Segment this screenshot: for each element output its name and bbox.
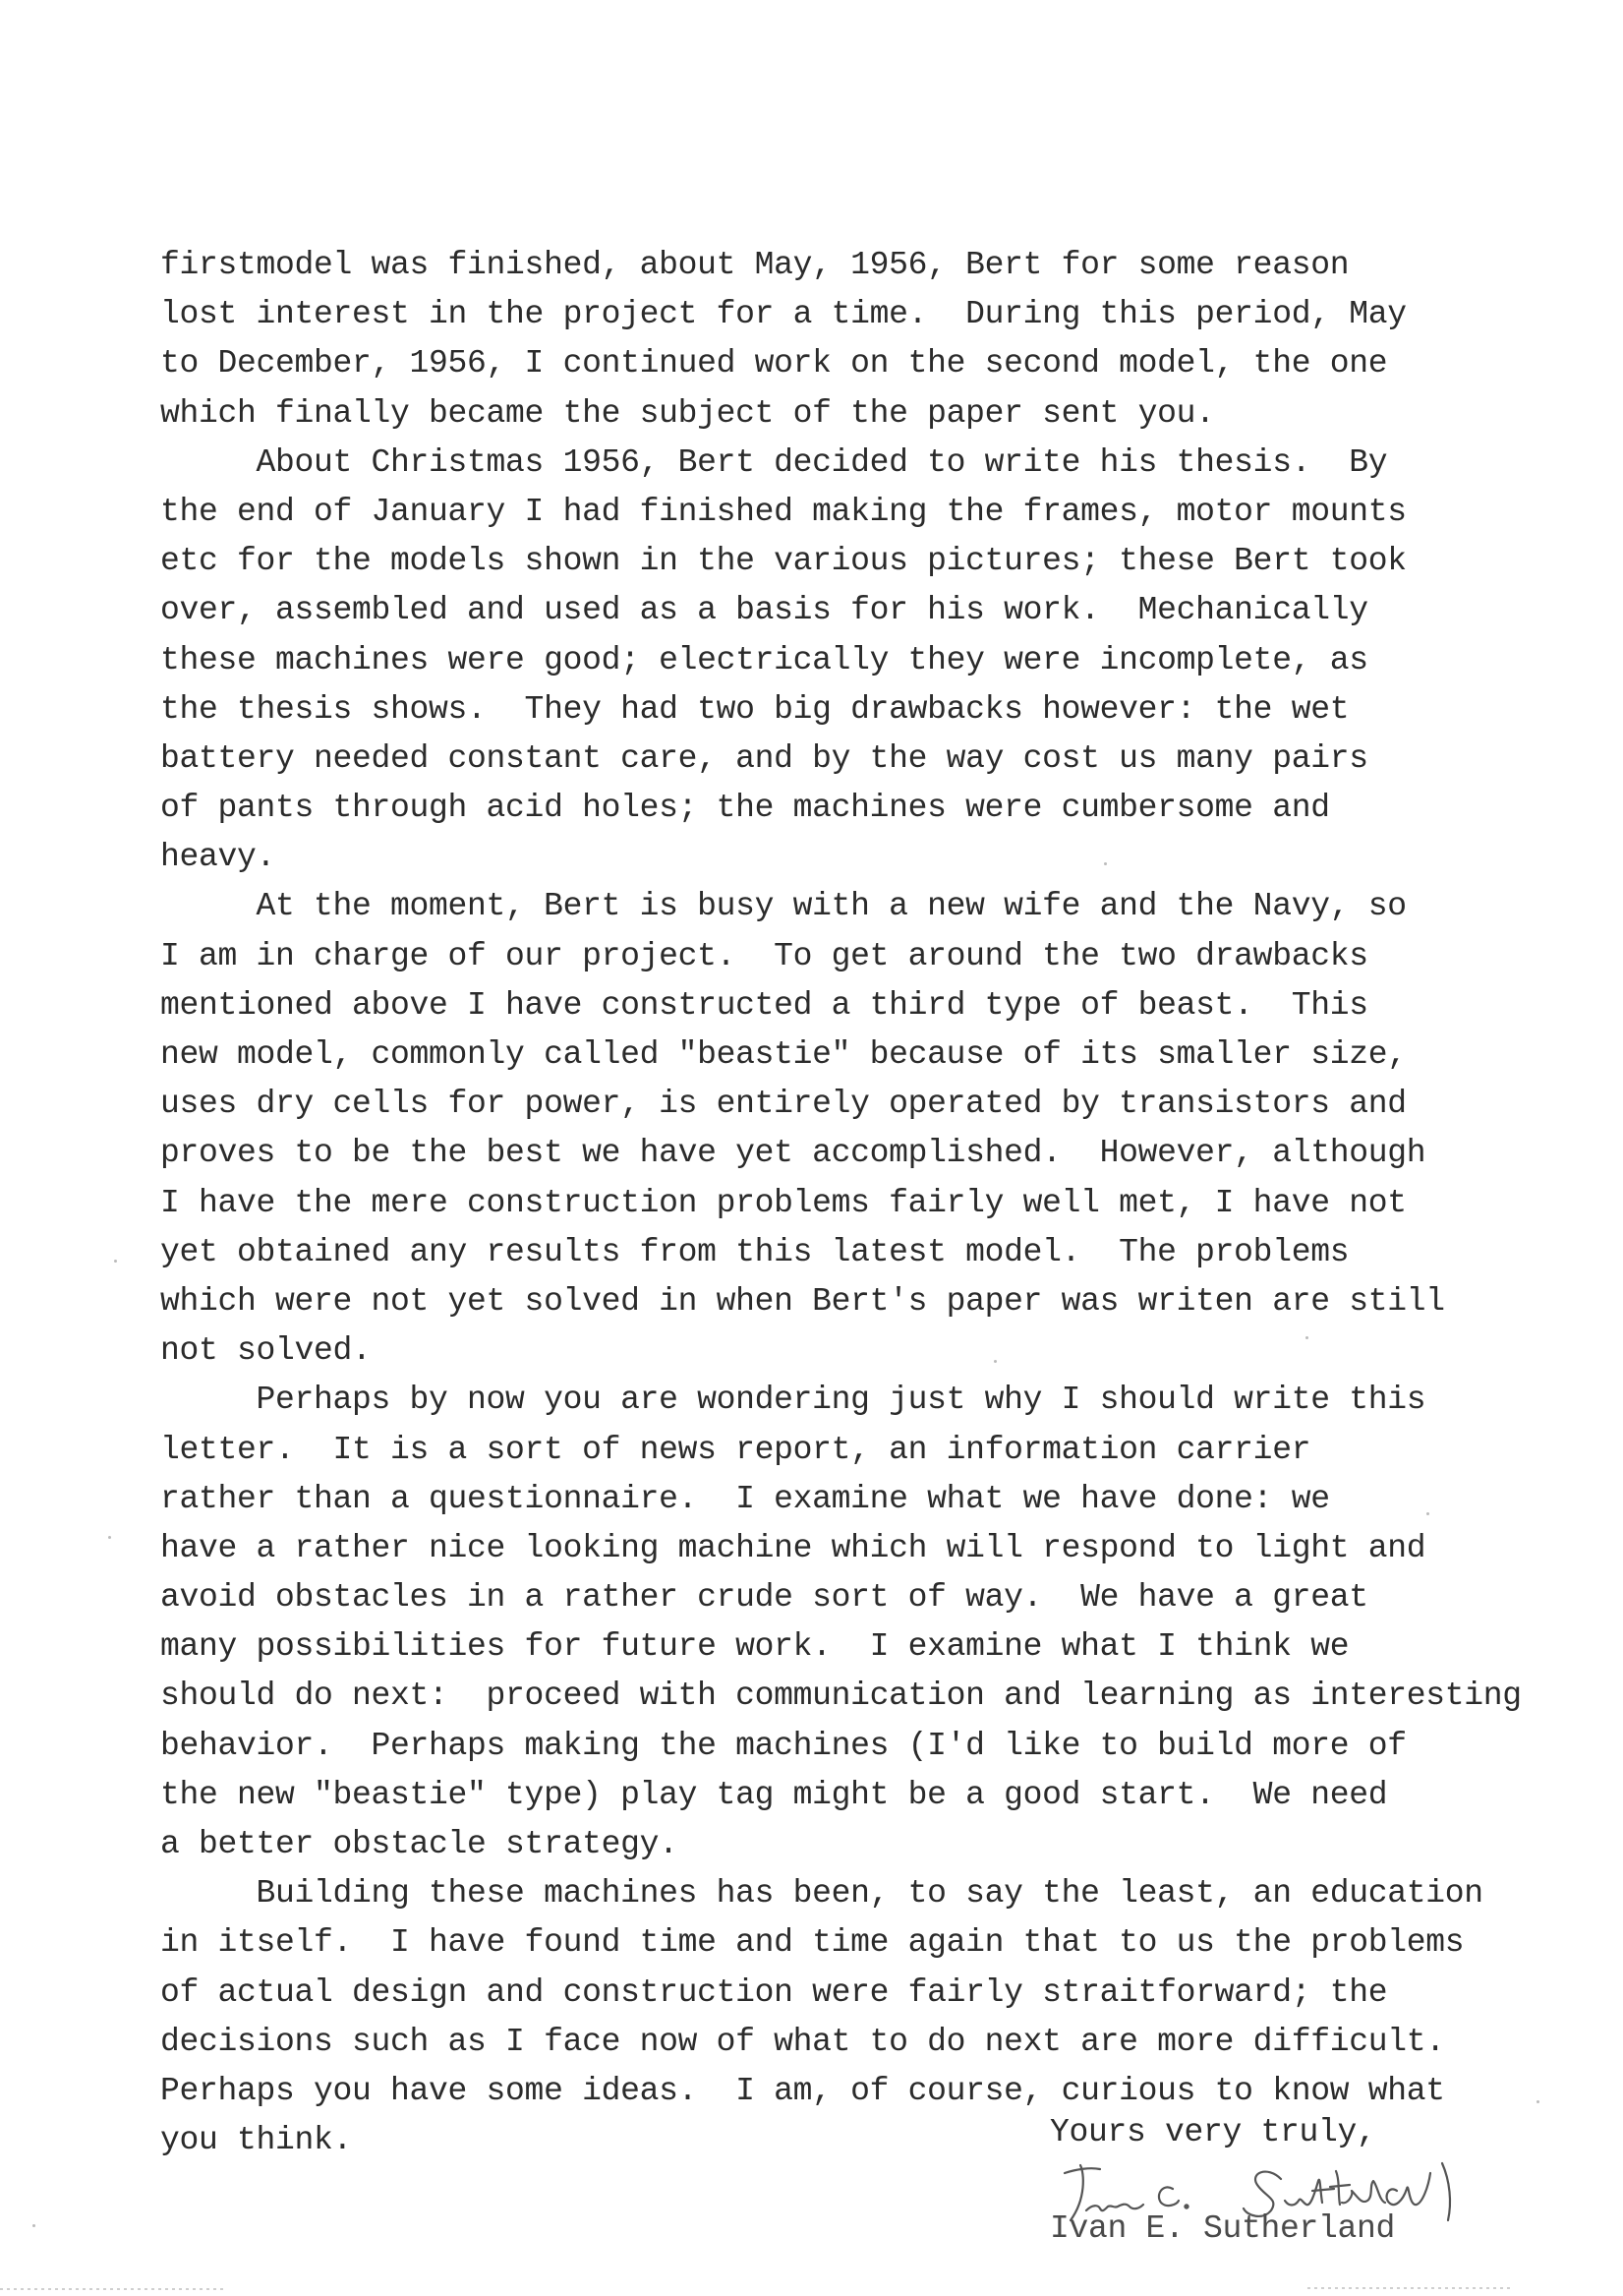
letter-line: etc for the models shown in the various pictures; these Bert took bbox=[160, 543, 1407, 580]
letter-line: have a rather nice looking machine which will respond to light and bbox=[160, 1529, 1426, 1566]
letter-line: the thesis shows. They had two big drawbacks however: the wet bbox=[160, 690, 1350, 728]
scan-edge-noise bbox=[1307, 2287, 1514, 2289]
letter-line: over, assembled and used as a basis for his work. Mechanically bbox=[160, 592, 1368, 629]
letter-line: Perhaps you have some ideas. I am, of course, curious to know what bbox=[160, 2072, 1445, 2109]
letter-line: of actual design and construction were fairly straitforward; the bbox=[160, 1973, 1388, 2011]
letter-line: letter. It is a sort of news report, an information carrier bbox=[160, 1431, 1311, 1468]
letter-line: firstmodel was finished, about May, 1956, Bert for some reason bbox=[160, 247, 1350, 283]
letter-line: not solved. bbox=[160, 1332, 372, 1370]
letter-line: the new "beastie" type) play tag might be a good start. We need bbox=[160, 1776, 1388, 1813]
letter-line: many possibilities for future work. I examine what I think we bbox=[160, 1628, 1350, 1666]
scan-speck bbox=[32, 2224, 35, 2227]
scan-speck bbox=[1305, 1336, 1308, 1339]
letter-line: should do next: proceed with communication and learning as interesting bbox=[160, 1678, 1522, 1715]
letter-line: which were not yet solved in when Bert's paper was writen are still bbox=[160, 1282, 1445, 1320]
scan-speck bbox=[1426, 1512, 1429, 1515]
letter-line: Building these machines has been, to say the least, an education bbox=[160, 1875, 1483, 1913]
letter-line: new model, commonly called "beastie" because of its smaller size, bbox=[160, 1036, 1407, 1073]
letter-line: to December, 1956, I continued work on the second model, the one bbox=[160, 345, 1388, 383]
letter-line: Perhaps by now you are wondering just why I should write this bbox=[160, 1382, 1426, 1419]
letter-line: rather than a questionnaire. I examine what we have done: we bbox=[160, 1480, 1330, 1517]
typed-signature-name: Ivan E. Sutherland bbox=[1050, 2210, 1396, 2247]
letter-line: mentioned above I have constructed a third type of beast. This bbox=[160, 986, 1368, 1024]
letter-line: behavior. Perhaps making the machines (I'd like to build more of bbox=[160, 1727, 1407, 1764]
scan-speck bbox=[114, 1260, 117, 1263]
scan-speck bbox=[108, 1536, 111, 1539]
letter-line: I am in charge of our project. To get around the two drawbacks bbox=[160, 937, 1368, 974]
letter-line: uses dry cells for power, is entirely operated by transistors and bbox=[160, 1086, 1407, 1123]
letter-line: lost interest in the project for a time. During this period, May bbox=[160, 296, 1407, 333]
letter-body bbox=[160, 241, 1605, 2165]
letter-line: avoid obstacles in a rather crude sort of way. We have a great bbox=[160, 1579, 1368, 1617]
scan-speck bbox=[994, 1360, 997, 1363]
letter-line: heavy. bbox=[160, 839, 276, 876]
letter-line: in itself. I have found time and time again that to us the problems bbox=[160, 1924, 1465, 1962]
letter-line: these machines were good; electrically they were incomplete, as bbox=[160, 641, 1368, 678]
letter-line: At the moment, Bert is busy with a new wife and the Navy, so bbox=[160, 888, 1407, 925]
letter-line: yet obtained any results from this latest model. The problems bbox=[160, 1233, 1350, 1270]
letter-closing: Yours very truly, bbox=[1050, 2114, 1376, 2150]
letter-line: I have the mere construction problems fairly well met, I have not bbox=[160, 1184, 1407, 1221]
letter-line: which finally became the subject of the paper sent you. bbox=[160, 394, 1215, 432]
letter-line: a better obstacle strategy. bbox=[160, 1826, 678, 1862]
scan-edge-noise bbox=[0, 2288, 226, 2290]
letter-line: battery needed constant care, and by the way cost us many pairs bbox=[160, 739, 1368, 777]
letter-line: About Christmas 1956, Bert decided to write his thesis. By bbox=[160, 443, 1388, 481]
scan-speck bbox=[1536, 2100, 1539, 2103]
letter-line: of pants through acid holes; the machines were cumbersome and bbox=[160, 790, 1330, 827]
letter-line: the end of January I had finished making the frames, motor mounts bbox=[160, 493, 1407, 530]
letter-line: proves to be the best we have yet accomplished. However, although bbox=[160, 1135, 1426, 1172]
scan-speck bbox=[1104, 862, 1107, 865]
letter-line: decisions such as I face now of what to do next are more difficult. bbox=[160, 2023, 1445, 2060]
letter-line: you think. bbox=[160, 2122, 353, 2159]
